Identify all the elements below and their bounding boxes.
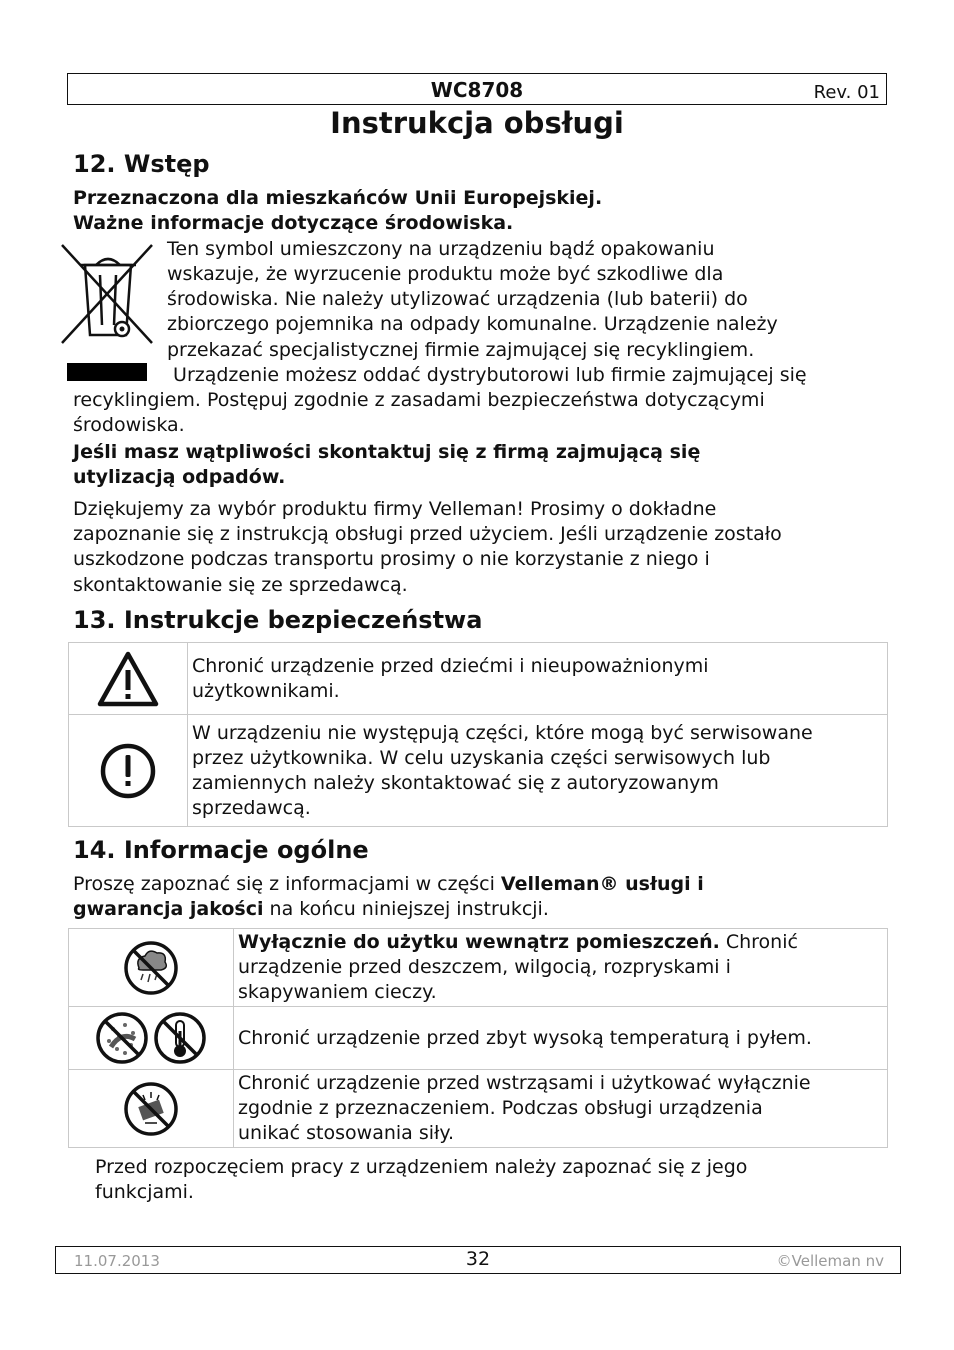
- safety-text-2-line-2: przez użytkownika. W celu uzyskania części serwisowych lub: [192, 746, 771, 769]
- weee-text-line-1: Ten symbol umieszczony na urządzeniu bądź opakowaniu: [167, 238, 715, 260]
- indoor-use-emphasis: Wyłącznie do użytku wewnątrz pomieszczeń.: [238, 931, 720, 953]
- info-row: [69, 1070, 888, 1148]
- safety-text-2-line-3: zamiennych należy skontaktować się z autoryzowanym: [192, 771, 719, 794]
- safety-text-cell: [188, 643, 888, 715]
- page-title: Instrukcja obsługi: [330, 106, 624, 140]
- page-number: 32: [465, 1248, 491, 1270]
- thanks-line-1: Dziękujemy za wybór produktu firmy Velleman! Prosimy o dokładne: [73, 498, 717, 520]
- closing-line-1: Przed rozpoczęciem pracy z urządzeniem należy zapoznać się z jego: [95, 1156, 748, 1178]
- weee-text-line-5: przekazać specjalistycznej firmie zajmującej się recyklingiem.: [167, 339, 755, 361]
- indoor-use-line-3: skapywaniem cieczy.: [238, 981, 437, 1003]
- indoor-use-line-1: [234, 930, 887, 955]
- thanks-line-4: skontaktowanie się ze sprzedawcą.: [73, 574, 408, 596]
- quality-warranty-ref: gwarancja jakości: [73, 898, 264, 920]
- info-icon-cell: [69, 1070, 234, 1148]
- footer: [55, 1246, 901, 1274]
- safety-row: [69, 715, 888, 827]
- section-13-heading: 13. Instrukcje bezpieczeństwa: [73, 606, 483, 634]
- safety-text-cell: [188, 715, 888, 827]
- no-dust-icon: [95, 1011, 149, 1065]
- shock-text-line-1: Chronić urządzenie przed wstrząsami i użytkować wyłącznie: [238, 1072, 811, 1094]
- thanks-line-3: uszkodzone podczas transportu prosimy o nie korzystanie z niego i: [73, 548, 710, 570]
- safety-row: [69, 643, 888, 715]
- safety-text-2-line-1: W urządzeniu nie występują części, które mogą być serwisowane: [192, 721, 813, 744]
- disposal-notice-line-1: Jeśli masz wątpliwości skontaktuj się z firmą zajmującą się: [73, 441, 701, 463]
- info-icon-cell: [69, 929, 234, 1007]
- info-icon-cell: [69, 1007, 234, 1070]
- indoor-use-text: Chronić: [719, 931, 798, 953]
- footer-date: 11.07.2013: [74, 1252, 160, 1270]
- general-intro-text: na końcu niniejszej instrukcji.: [263, 898, 549, 920]
- weee-text-line-6: Urządzenie możesz oddać dystrybutorowi lub firmie zajmującej się: [167, 364, 807, 386]
- weee-text-line-2: wskazuje, że wyrzucenie produktu może być szkodliwe dla: [167, 263, 724, 285]
- info-row: [69, 1007, 888, 1070]
- disposal-notice-line-2: utylizacją odpadów.: [73, 466, 286, 488]
- section-12-heading: 12. Wstęp: [73, 150, 210, 178]
- info-icon-group: [69, 1011, 233, 1065]
- general-intro-line-1: [73, 872, 704, 897]
- footer-copyright: ©Velleman nv: [776, 1252, 884, 1270]
- indoor-use-line-2: urządzenie przed deszczem, wilgocią, rozpryskami i: [238, 956, 731, 978]
- info-text-cell: [234, 1070, 888, 1148]
- safety-text-2-line-4: sprzedawcą.: [192, 796, 311, 819]
- general-intro-line-2: [73, 897, 549, 922]
- safety-text-1-line-2: użytkownikami.: [192, 679, 340, 702]
- velleman-service-ref: Velleman® usługi i: [500, 873, 704, 895]
- shock-text-line-3: unikać stosowania siły.: [238, 1122, 454, 1144]
- info-row: [69, 929, 888, 1007]
- warning-triangle-icon: [69, 650, 187, 708]
- general-intro-text: Proszę zapoznać się z informacjami w części: [73, 873, 501, 895]
- no-shock-icon: [69, 1081, 233, 1137]
- info-text-cell: [234, 1007, 888, 1070]
- safety-icon-cell: [69, 715, 188, 827]
- safety-table: [68, 642, 888, 827]
- weee-text-line-3: środowiska. Nie należy utylizować urządzenia (lub baterii) do: [167, 288, 748, 310]
- heat-dust-text: Chronić urządzenie przed zbyt wysoką temperaturą i pyłem.: [238, 1026, 812, 1049]
- safety-text-1-line-1: Chronić urządzenie przed dziećmi i nieupoważnionymi: [192, 654, 709, 677]
- weee-text-line-4: zbiorczego pojemnika na odpady komunalne. Urządzenie należy: [167, 313, 778, 335]
- weee-bin-icon: [60, 243, 156, 383]
- no-heat-icon: [153, 1011, 207, 1065]
- section-14-heading: 14. Informacje ogólne: [73, 836, 369, 864]
- shock-text-line-2: zgodnie z przeznaczeniem. Podczas obsługi urządzenia: [238, 1097, 763, 1119]
- info-text-cell: [234, 929, 888, 1007]
- general-info-table: [68, 928, 888, 1148]
- weee-text-line-7: recyklingiem. Postępuj zgodnie z zasadami bezpieczeństwa dotyczącymi: [73, 389, 765, 411]
- exclamation-circle-icon: [69, 742, 187, 800]
- model-number: WC8708: [430, 78, 524, 102]
- closing-line-2: funkcjami.: [95, 1181, 194, 1203]
- no-rain-icon: [69, 940, 233, 996]
- weee-text-line-8: środowiska.: [73, 414, 185, 436]
- revision-label: Rev. 01: [813, 82, 880, 103]
- eu-residents-line: Przeznaczona dla mieszkańców Unii Europejskiej.: [73, 187, 603, 209]
- safety-icon-cell: [69, 643, 188, 715]
- env-info-line: Ważne informacje dotyczące środowiska.: [73, 212, 514, 234]
- thanks-line-2: zapoznanie się z instrukcją obsługi przed użyciem. Jeśli urządzenie zostało: [73, 523, 782, 545]
- header-box: [67, 73, 887, 105]
